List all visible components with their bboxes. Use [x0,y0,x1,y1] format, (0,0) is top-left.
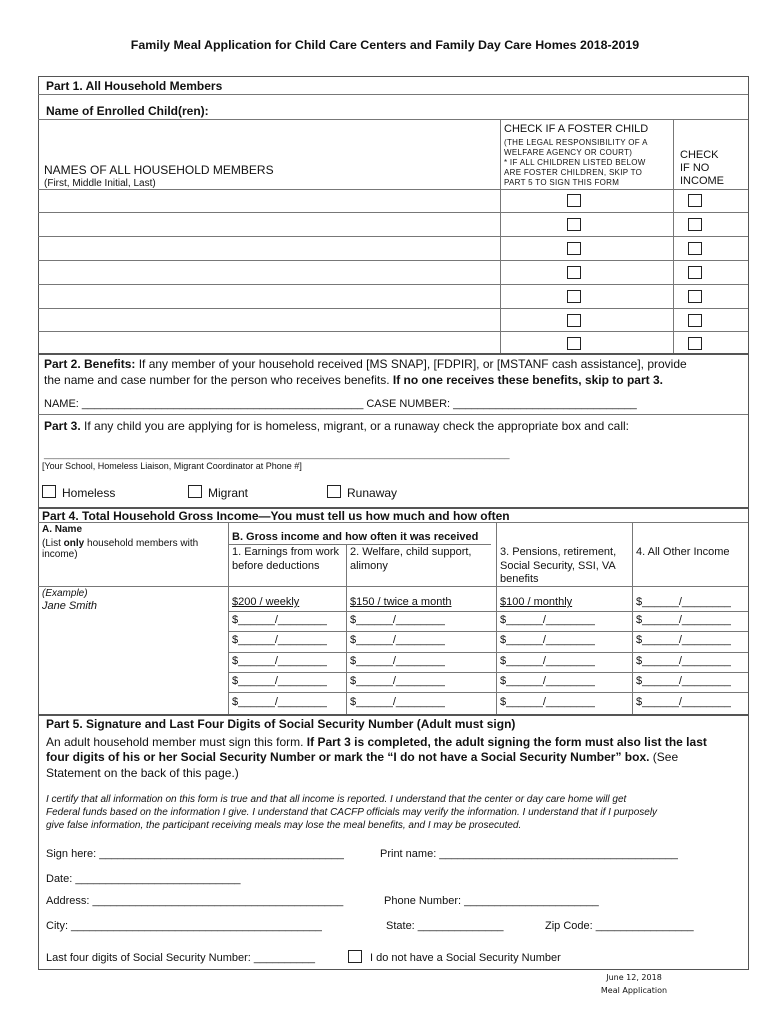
part5-text-line2 [46,750,678,764]
certify-line-3: give false information, the participant receiving meals may lose the meal benefits, and I may be prosecuted. [46,820,522,831]
col-a-label: A. Name [42,524,83,535]
part5-text1-bold: If Part 3 is completed, the adult signing the form must also list the last [306,735,707,749]
example-value-3: $100 / monthly [500,596,573,608]
no-income-checkbox-1[interactable] [688,194,702,207]
no-income-label-3: INCOME [680,175,724,187]
foster-checkbox-3[interactable] [567,242,581,255]
part3-text-line [44,419,629,433]
income-cell[interactable]: $______/________ [350,655,445,667]
no-income-checkbox-7[interactable] [688,337,702,350]
foster-checkbox-2[interactable] [567,218,581,231]
income-cell[interactable]: $______/________ [232,696,327,708]
part2-heading: Part 2. Benefits: [44,357,136,371]
example-value-2: $150 / twice a month [350,596,452,608]
date-field[interactable]: Date: ___________________________ [46,873,241,885]
migrant-label: Migrant [208,486,249,500]
part5-text3: Statement on the back of this page.) [46,766,239,780]
no-income-checkbox-3[interactable] [688,242,702,255]
part5-heading: Part 5. Signature and Last Four Digits of Social Security Number (Adult must sign) [46,717,516,731]
part5-text2: (See [649,750,679,764]
foster-note-2: WELFARE AGENCY OR COURT) [504,148,633,157]
part3-text: If any child you are applying for is homeless, migrant, or a runaway check the appropriate box and call: [80,419,629,433]
col-a-note1: (List [42,538,64,549]
income-cell[interactable]: $______/________ [232,655,327,667]
income-cell[interactable]: $______/________ [636,696,731,708]
no-ssn-label: I do not have a Social Security Number [370,952,561,964]
income-cell[interactable]: $______/________ [500,634,595,646]
form-title: Family Meal Application for Child Care Centers and Family Day Care Homes 2018-2019 [130,38,640,52]
col3-label-b: Social Security, SSI, VA [500,560,616,572]
part5-text-line1 [46,735,707,749]
income-cell[interactable]: $______/________ [500,696,595,708]
part3-contact-blank[interactable]: _____________________________________________________________________________________________ [44,449,510,459]
col2-label-b: alimony [350,560,388,572]
enrolled-children-label: Name of Enrolled Child(ren): [46,104,209,118]
foster-checkbox-7[interactable] [567,337,581,350]
example-label: (Example) [42,588,88,599]
sign-here-field[interactable]: Sign here: ________________________________________ [46,848,344,860]
part3-phone-label: [Your School, Homeless Liaison, Migrant Coordinator at Phone #] [42,461,302,471]
col-b-label: B. Gross income and how often it was received [232,531,479,543]
part5-text2-bold: four digits of his or her Social Security Number or mark the “I do not have a Social Security Number” box. [46,750,650,764]
household-members-label: NAMES OF ALL HOUSEHOLD MEMBERS [44,163,274,177]
phone-number-field[interactable]: Phone Number: ______________________ [384,895,599,907]
income-cell[interactable]: $______/________ [232,675,327,687]
income-cell[interactable]: $______/________ [350,675,445,687]
part1-heading: Part 1. All Household Members [46,79,223,93]
homeless-checkbox[interactable] [42,485,56,498]
income-cell[interactable]: $______/________ [232,634,327,646]
foster-note-1: (THE LEGAL RESPONSIBILITY OF A [504,138,648,147]
col-a-note-line1 [42,538,198,549]
certify-line-1: I certify that all information on this form is true and that all income is reported. I understand that the center or day care home will get [46,794,627,805]
col-a-note2: household members with [84,538,199,549]
runaway-checkbox[interactable] [327,485,341,498]
col-a-note3: income) [42,549,78,560]
part2-text1: If any member of your household received [MS SNAP], [FDPIR], or [MSTANF cash assistance], provide [135,357,687,371]
no-income-checkbox-4[interactable] [688,266,702,279]
no-income-label-2: IF NO [680,162,710,174]
example-value-1: $200 / weekly [232,596,300,608]
col1-label-b: before deductions [232,560,320,572]
foster-checkbox-1[interactable] [567,194,581,207]
example-name: Jane Smith [42,600,98,612]
no-income-checkbox-2[interactable] [688,218,702,231]
col2-label-a: 2. Welfare, child support, [350,546,472,558]
print-name-field[interactable]: Print name: _______________________________________ [380,848,678,860]
state-field[interactable]: State: ______________ [386,920,504,932]
homeless-label: Homeless [62,486,116,500]
foster-note-3: * IF ALL CHILDREN LISTED BELOW [504,158,646,167]
col3-label-a: 3. Pensions, retirement, [500,546,617,558]
part2-text2: the name and case number for the person who receives benefits. [44,373,393,387]
runaway-label: Runaway [347,486,398,500]
certify-line-2: Federal funds based on the information I give. I understand that CACFP officials may verify the information. I understand that if I purposely [46,807,658,818]
part3-heading: Part 3. [44,419,81,433]
part5-text1: An adult household member must sign this form. [46,735,307,749]
col1-label-a: 1. Earnings from work [232,546,339,558]
income-cell[interactable]: $______/________ [500,614,595,626]
col-a-note-only: only [63,538,85,549]
part4-heading: Part 4. Total Household Gross Income—You must tell us how much and how often [42,509,510,523]
income-cell[interactable]: $______/________ [350,614,445,626]
income-cell[interactable]: $______/________ [500,655,595,667]
part2-skip-note: If no one receives these benefits, skip to part 3. [392,373,663,387]
income-cell[interactable]: $______/________ [500,675,595,687]
foster-checkbox-6[interactable] [567,314,581,327]
income-cell[interactable]: $______/________ [636,675,731,687]
foster-checkbox-5[interactable] [567,290,581,303]
foster-note-5: PART 5 TO SIGN THIS FORM [504,178,620,187]
city-field[interactable]: City: _________________________________________ [46,920,322,932]
part2-text-line1 [44,357,687,371]
income-cell[interactable]: $______/________ [636,655,731,667]
no-income-label-1: CHECK [680,149,719,161]
col4-label: 4. All Other Income [636,546,730,558]
income-cell[interactable]: $______/________ [636,614,731,626]
foster-child-label: CHECK IF A FOSTER CHILD [504,123,649,135]
income-cell[interactable]: $______/________ [232,614,327,626]
income-cell[interactable]: $______/________ [350,634,445,646]
household-members-sublabel: (First, Middle Initial, Last) [44,178,156,189]
address-field[interactable]: Address: _________________________________________ [46,895,344,907]
col3-label-c: benefits [500,573,539,585]
foster-note-4: ARE FOSTER CHILDREN, SKIP TO [504,168,643,177]
income-cell[interactable]: $______/________ [636,634,731,646]
ssn-last-four-field[interactable]: Last four digits of Social Security Number: __________ [46,952,316,964]
footer-label: Meal Application [600,986,668,995]
no-income-checkbox-6[interactable] [688,314,702,327]
migrant-checkbox[interactable] [188,485,202,498]
income-cell[interactable]: $______/________ [350,696,445,708]
benefit-name-case-field[interactable]: NAME: ______________________________________________ CASE NUMBER: ______________________________ [44,398,637,410]
zip-code-field[interactable]: Zip Code: ________________ [545,920,694,932]
example-value-4: $______/________ [636,596,731,608]
no-ssn-checkbox[interactable] [348,950,362,963]
foster-checkbox-4[interactable] [567,266,581,279]
part2-text-line2 [44,373,663,387]
footer-date: June 12, 2018 [606,973,662,982]
no-income-checkbox-5[interactable] [688,290,702,303]
